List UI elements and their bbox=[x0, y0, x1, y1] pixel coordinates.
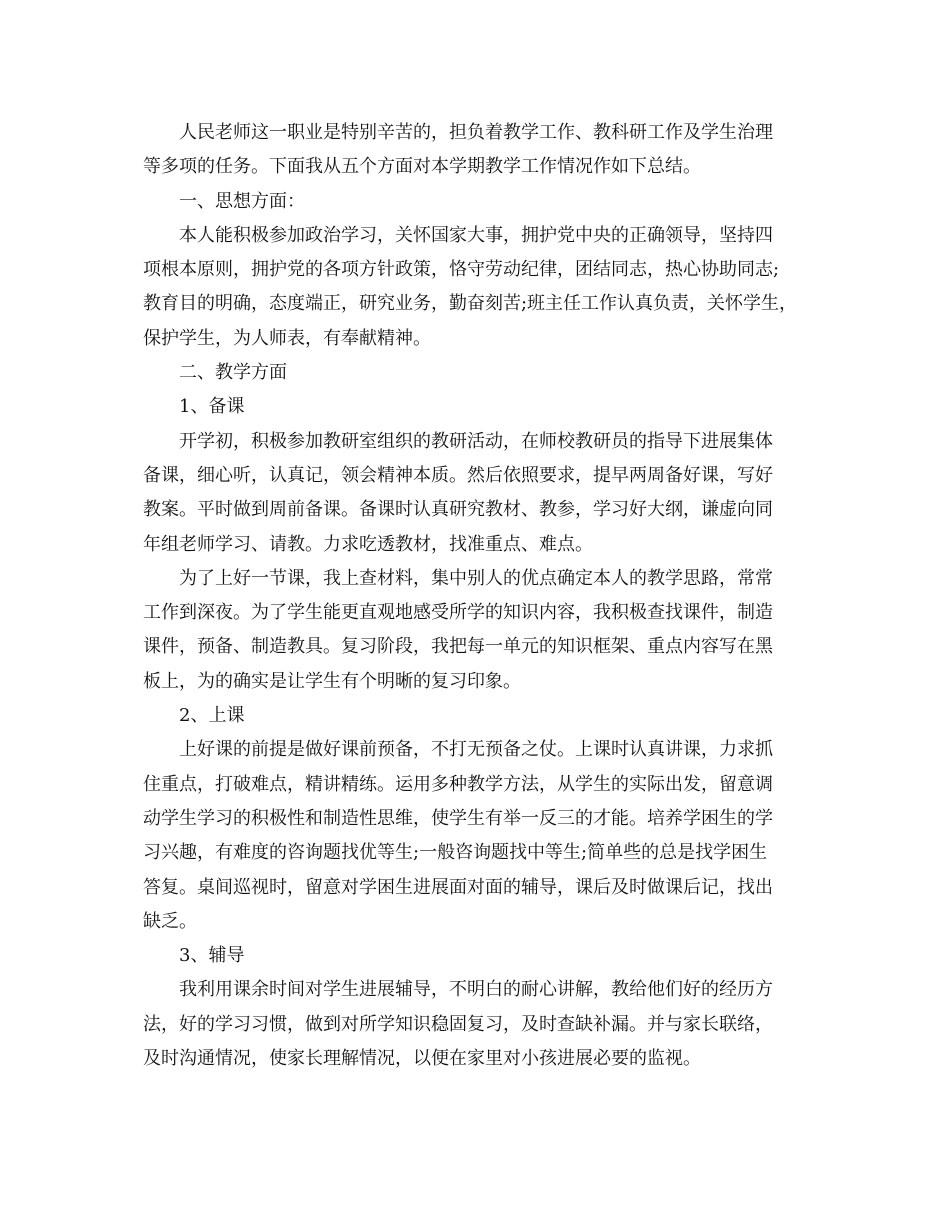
text-line: 开学初，积极参加教研室组织的教研活动，在师校教研员的指导下进展集体 bbox=[179, 430, 773, 452]
text-line: 等多项的任务。下面我从五个方面对本学期教学工作情况作如下总结。 bbox=[143, 156, 701, 178]
text-line: 动学生学习的积极性和制造性思维，使学生有举一反三的才能。培养学困生的学 bbox=[143, 807, 773, 829]
text-line: 课件，预备、制造教具。复习阶段，我把每一单元的知识框架、重点内容写在黑 bbox=[143, 636, 773, 658]
text-line: 及时沟通情况，使家长理解情况，以便在家里对小孩进展必要的监视。 bbox=[143, 1048, 701, 1070]
text-line: 板上，为的确实是让学生有个明晰的复习印象。 bbox=[143, 670, 521, 692]
subsection-heading: 3、辅导 bbox=[179, 945, 245, 967]
text-line: 为了上好一节课，我上查材料，集中别人的优点确定本人的教学思路，常常 bbox=[179, 567, 773, 589]
text-line: 教育目的明确，态度端正，研究业务，勤奋刻苦;班主任工作认真负责，关怀学生， bbox=[143, 293, 798, 315]
section-heading: 二、教学方面 bbox=[179, 362, 287, 384]
text-line: 答复。桌间巡视时，留意对学困生进展面对面的辅导，课后及时做课后记，找出 bbox=[143, 876, 773, 898]
text-line: 教案。平时做到周前备课。备课时认真研究教材、教参，学习好大纲，谦虚向同 bbox=[143, 499, 773, 521]
text-line: 年组老师学习、请教。力求吃透教材，找准重点、难点。 bbox=[143, 533, 593, 555]
text-line: 保护学生，为人师表，有奉献精神。 bbox=[143, 327, 431, 349]
text-line: 本人能积极参加政治学习，关怀国家大事，拥护党中央的正确领导，坚持四 bbox=[179, 224, 773, 246]
text-line: 住重点，打破难点，精讲精练。运用多种教学方法，从学生的实际出发，留意调 bbox=[143, 773, 773, 795]
subsection-heading: 2、上课 bbox=[179, 705, 245, 727]
subsection-heading: 1、备课 bbox=[179, 396, 245, 418]
text-line: 上好课的前提是做好课前预备，不打无预备之仗。上课时认真讲课，力求抓 bbox=[179, 739, 773, 761]
text-line: 法，好的学习习惯，做到对所学知识稳固复习，及时查缺补漏。并与家长联络， bbox=[143, 1013, 773, 1035]
section-heading: 一、思想方面： bbox=[179, 190, 305, 212]
text-line: 习兴趣，有难度的咨询题找优等生;一般咨询题找中等生;简单些的总是找学困生 bbox=[143, 842, 768, 864]
text-line: 我利用课余时间对学生进展辅导，不明白的耐心讲解，教给他们好的经历方 bbox=[179, 979, 773, 1001]
text-line: 项根本原则，拥护党的各项方针政策，恪守劳动纪律，团结同志，热心协助同志; bbox=[143, 259, 780, 281]
document-body bbox=[143, 116, 823, 1076]
text-line: 工作到深夜。为了学生能更直观地感受所学的知识内容，我积极查找课件，制造 bbox=[143, 602, 773, 624]
text-line: 缺乏。 bbox=[143, 910, 197, 932]
text-line: 人民老师这一职业是特别辛苦的，担负着教学工作、教科研工作及学生治理 bbox=[179, 122, 773, 143]
text-line: 备课，细心听，认真记，领会精神本质。然后依照要求，提早两周备好课，写好 bbox=[143, 464, 773, 486]
